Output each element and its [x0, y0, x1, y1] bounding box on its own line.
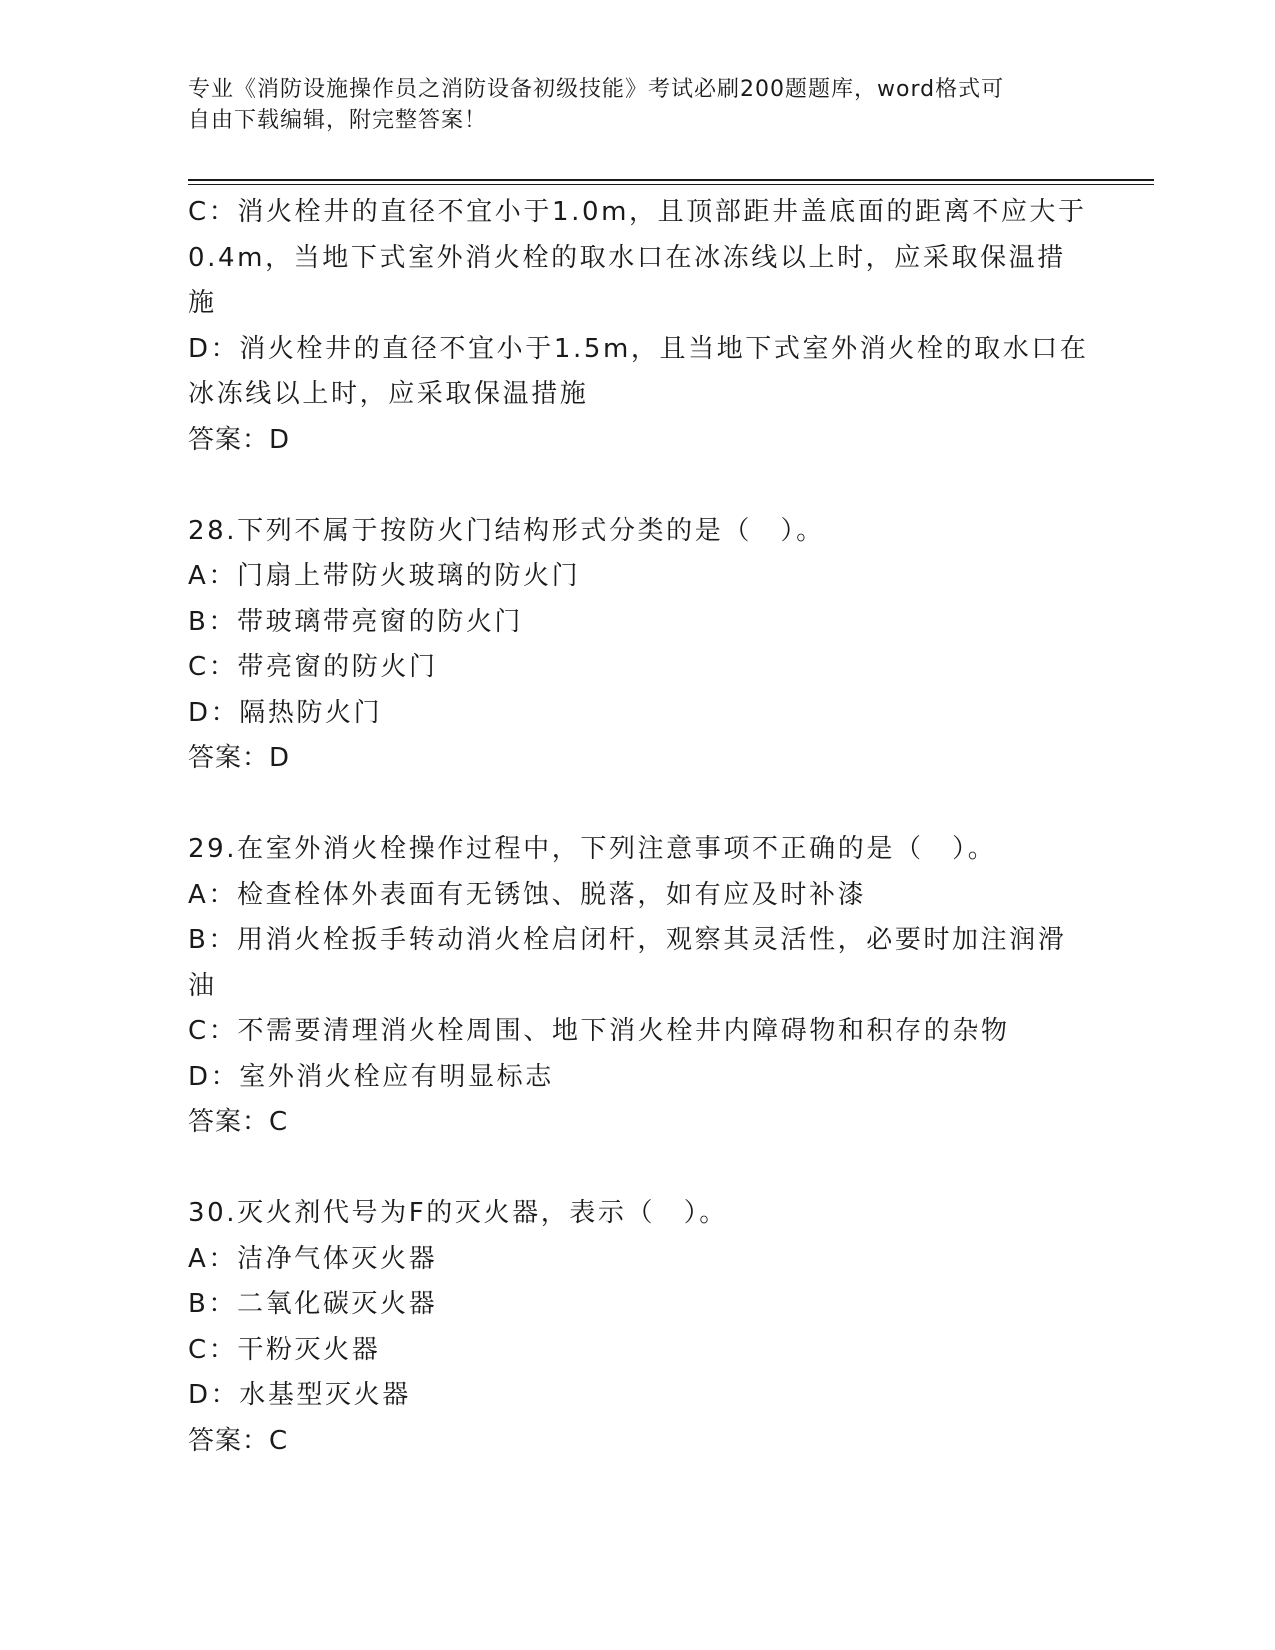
option-c: C：不需要清理消火栓周围、地下消火栓井内障碍物和积存的杂物	[188, 1016, 1010, 1046]
option-b: B：二氧化碳灭火器	[188, 1289, 438, 1319]
question-stem: 30.灭火剂代号为F的灭火器，表示（ ）。	[188, 1198, 728, 1228]
question-stem: 29.在室外消火栓操作过程中，下列注意事项不正确的是（ ）。	[188, 834, 997, 864]
document-header	[188, 74, 1068, 136]
option-b: B：带玻璃带亮窗的防火门	[188, 606, 524, 637]
option-b-line-2: 油	[188, 970, 217, 1001]
header-divider-thick	[188, 179, 1154, 181]
option-d: D：隔热防火门	[188, 697, 383, 728]
option-c-line-2: 0.4m，当地下式室外消火栓的取水口在冰冻线以上时，应采取保温措	[188, 242, 1066, 273]
header-title-line-1: 专业《消防设施操作员之消防设备初级技能》考试必刷200题题库，word格式可	[188, 77, 1005, 102]
question-27-continued	[188, 190, 1088, 463]
answer: 答案：D	[188, 743, 291, 773]
option-d: D：室外消火栓应有明显标志	[188, 1061, 554, 1092]
answer: 答案：C	[188, 1425, 289, 1456]
option-a: A：洁净气体灭火器	[188, 1243, 438, 1274]
header-divider-thin	[188, 184, 1154, 185]
answer: 答案：C	[188, 1107, 289, 1137]
option-c: C：带亮窗的防火门	[188, 652, 438, 682]
spacer	[188, 1146, 1088, 1192]
option-a: A：门扇上带防火玻璃的防火门	[188, 561, 581, 591]
document-body	[188, 190, 1088, 1464]
spacer	[188, 463, 1088, 509]
option-d: D：水基型灭火器	[188, 1380, 411, 1410]
option-a: A：检查栓体外表面有无锈蚀、脱落，如有应及时补漆	[188, 879, 867, 910]
question-28	[188, 509, 1088, 782]
option-c: C：干粉灭火器	[188, 1334, 381, 1365]
question-stem: 28.下列不属于按防火门结构形式分类的是（ ）。	[188, 515, 825, 546]
option-d-line-1: D：消火栓井的直径不宜小于1.5m，且当地下式室外消火栓的取水口在	[188, 333, 1089, 364]
option-c-line-3: 施	[188, 288, 217, 318]
answer: 答案：D	[188, 424, 291, 455]
question-29	[188, 827, 1088, 1146]
header-title-line-2: 自由下载编辑，附完整答案！	[188, 108, 488, 133]
question-30	[188, 1191, 1088, 1464]
option-d-line-2: 冰冻线以上时，应采取保温措施	[188, 379, 589, 409]
option-c-line-1: C：消火栓井的直径不宜小于1.0m，且顶部距井盖底面的距离不应大于	[188, 197, 1087, 227]
spacer	[188, 782, 1088, 828]
option-b-line-1: B：用消火栓扳手转动消火栓启闭杆，观察其灵活性，必要时加注润滑	[188, 925, 1067, 955]
